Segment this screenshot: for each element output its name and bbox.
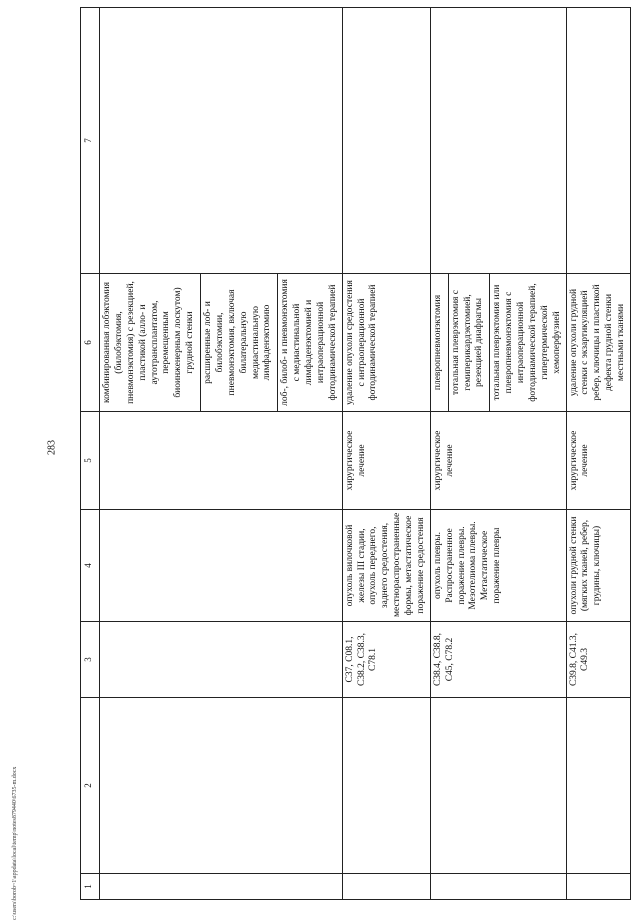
method-item: плевропневмонэктомия: [432, 294, 443, 391]
page-number: 283: [46, 440, 58, 455]
table-row: [342, 8, 430, 900]
table-row: [430, 8, 566, 900]
method-item: тотальная плеврэктомия с гемиперикардэктомией, резекцией диафрагмы: [448, 274, 487, 411]
column-number: 1: [81, 874, 100, 900]
method-item: лоб-, билоб- и пневмонэктомия с медиастинальной лимфаденэктомией и интраоперационной фотодинамической терапией: [277, 274, 339, 411]
icd-codes: C37, C08.1, C38.2, C38.3, C78.1: [342, 622, 430, 698]
treatment-type: хирургическое лечение: [430, 412, 566, 510]
table-wrapper: [80, 8, 626, 900]
medical-table: [80, 7, 631, 900]
method-item: комбинированная лобэктомия (билобэктомия, пневмонэктомия) с резекцией, пластикой (алло- и аутотрансплантатом, перемещенным биоинженерным лоскутом) грудной стенки: [102, 281, 196, 404]
methods-cell: [430, 274, 566, 412]
column-number: 6: [81, 274, 100, 412]
diagnosis: опухоли грудной стенки (мягких тканей, ребер, грудины, ключицы): [566, 510, 630, 622]
methods-cell: [566, 274, 630, 412]
method-item: удаление опухоли грудной стенки с экзартикуляцией ребер, ключицы и пластикой дефекта грудной стенки местными тканями: [568, 284, 626, 401]
table-row: [566, 8, 630, 900]
icd-codes: C38.4, C38.8, C45, C78.2: [430, 622, 566, 698]
methods-cell: [100, 274, 343, 412]
column-number-row: [81, 8, 100, 900]
treatment-type: хирургическое лечение: [566, 412, 630, 510]
column-number: 2: [81, 698, 100, 874]
icd-codes: [100, 622, 343, 698]
diagnosis: опухоль вилочковой железы III стадии, опухоль переднего, заднего средостения, местнораспространенные формы, метастатическое поражение средостения: [342, 510, 430, 622]
treatment-type: [100, 412, 343, 510]
methods-cell: [342, 274, 430, 412]
diagnosis: [100, 510, 343, 622]
rotated-table-area: [80, 8, 640, 889]
diagnosis: опухоль плевры. Распространенное поражение плевры. Мезотелиома плевры. Метастатическое поражение плевры: [430, 510, 566, 622]
column-number: 3: [81, 622, 100, 698]
column-number: 7: [81, 8, 100, 274]
method-item: тотальная плеврэктомия или плевропневмонэктомия с интраоперационной фотодинамической терапией, гипертермической хемоперфузией: [489, 274, 563, 411]
column-number: 4: [81, 510, 100, 622]
method-item: расширенные лоб- и билобэктомии, пневмонэктомия, включая билатеральную медиастинальную лимфаденэктомию: [200, 274, 274, 411]
column-number: 5: [81, 412, 100, 510]
treatment-type: хирургическое лечение: [342, 412, 430, 510]
table-row: [100, 8, 343, 900]
footer-file-path: c:\users\borob~1\appdata\local\temp\notes879440\6735-m.docx: [12, 766, 18, 920]
method-item: удаление опухоли средостения с интраоперационной фотодинамической терапией: [344, 280, 379, 405]
icd-codes: C39.8, C41.3, C49.3: [566, 622, 630, 698]
